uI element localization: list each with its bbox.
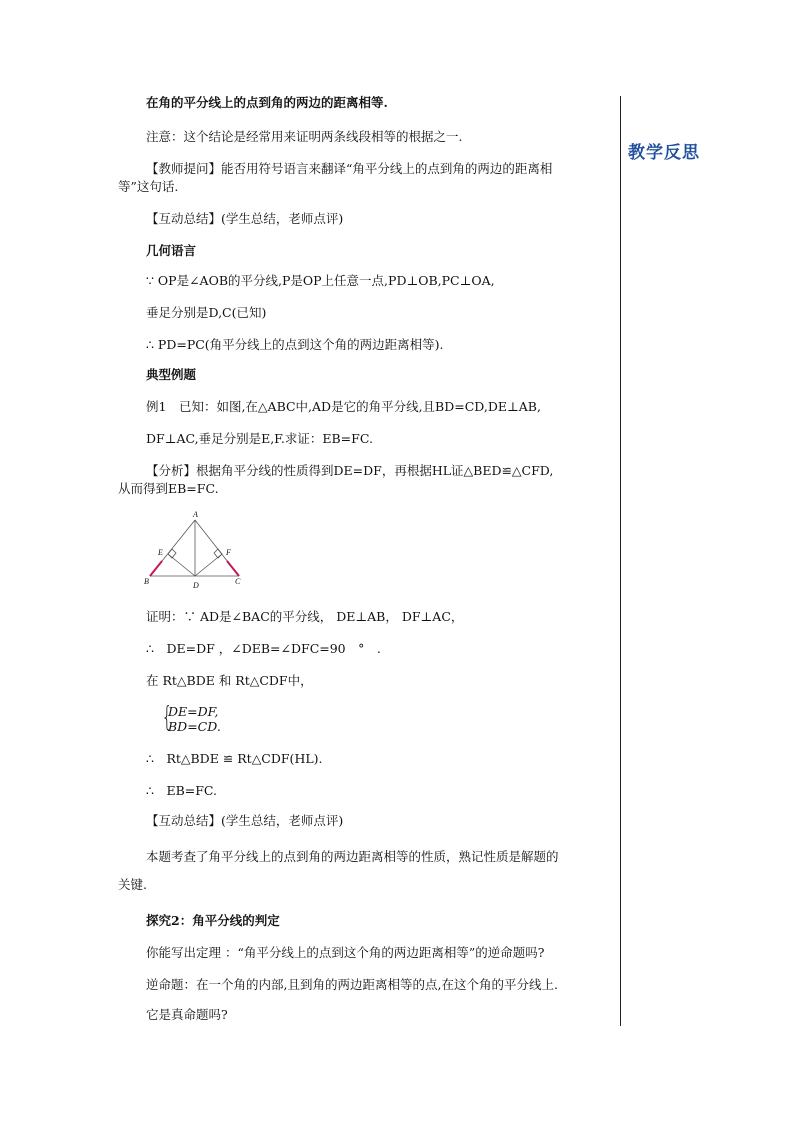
geometry-line-2: 垂足分别是D,C(已知) [146,305,267,320]
proof-line-1: 证明：∵ AD是∠BAC的平分线， DE⊥AB， DF⊥AC， [146,609,464,624]
proof-line-4: ∴ Rt△BDE ≌ Rt△CDF(HL). [146,751,323,766]
label-e: E [158,548,163,557]
note-line: 注意：这个结论是经常用来证明两条线段相等的根据之一. [146,129,463,144]
highlight-fc [227,561,239,576]
brace-row-2: BD=CD. [168,719,221,734]
proof-line-5: ∴ EB=FC. [146,783,218,798]
geometry-language-heading: 几何语言 [146,243,197,258]
teacher-question-line-2: 等”这句话. [118,179,179,194]
margin-divider [620,96,621,1026]
label-b: B [144,577,149,586]
interactive-summary-2: 【互动总结】(学生总结，老师点评) [146,813,344,828]
label-a: A [193,510,198,519]
highlight-eb [150,561,162,576]
proof-line-3: 在 Rt△BDE 和 Rt△CDF中， [146,673,313,688]
interactive-summary-1: 【互动总结】(学生总结，老师点评) [146,211,344,226]
label-c: C [235,577,241,586]
true-proposition-question: 它是真命题吗? [146,1007,228,1022]
analysis-line-2: 从而得到EB=FC. [118,481,219,496]
typical-example-heading: 典型例题 [146,367,197,382]
converse-question: 你能写出定理 ：“角平分线上的点到这个角的两边距离相等”的逆命题吗? [146,945,545,960]
summary-line-2: 关键. [118,877,147,892]
example-1-line-2: DF⊥AC,垂足分别是E,F.求证：EB=FC. [146,431,373,446]
label-d: D [193,581,199,590]
teaching-reflection-title: 教学反思 [628,143,700,163]
geometry-line-3: ∴ PD=PC(角平分线上的点到这个角的两边距离相等). [146,337,444,352]
converse-statement: 逆命题：在一个角的内部,且到角的两边距离相等的点,在这个角的平分线上. [146,977,558,992]
theorem-statement: 在角的平分线上的点到角的两边的距离相等. [146,95,388,110]
right-angle-e [168,549,176,558]
right-angle-f [214,549,222,558]
brace-system [158,700,221,734]
brace-row-1: DE=DF, [168,704,219,719]
analysis-line-1: 【分析】根据角平分线的性质得到DE=DF，再根据HL证△BED≌△CFD, [146,463,554,478]
brace-symbol: { [161,700,173,733]
geometry-line-1: ∵ OP是∠AOB的平分线,P是OP上任意一点,PD⊥OB,PC⊥OA, [146,273,495,288]
example-1-line-1: 例1 已知：如图,在△ABC中,AD是它的角平分线,且BD=CD,DE⊥AB, [146,399,541,414]
summary-line-1: 本题考查了角平分线上的点到角的两边距离相等的性质，熟记性质是解题的 [146,849,559,864]
label-f: F [226,548,231,557]
triangle-figure [142,510,242,592]
teacher-question-line-1: 【教师提问】能否用符号语言来翻译“角平分线上的点到角的两边的距离相 [146,161,553,176]
explore-2-heading: 探究2：角平分线的判定 [146,913,280,928]
proof-line-2: ∴ DE=DF ，∠DEB=∠DFC=90 ° . [146,641,381,656]
